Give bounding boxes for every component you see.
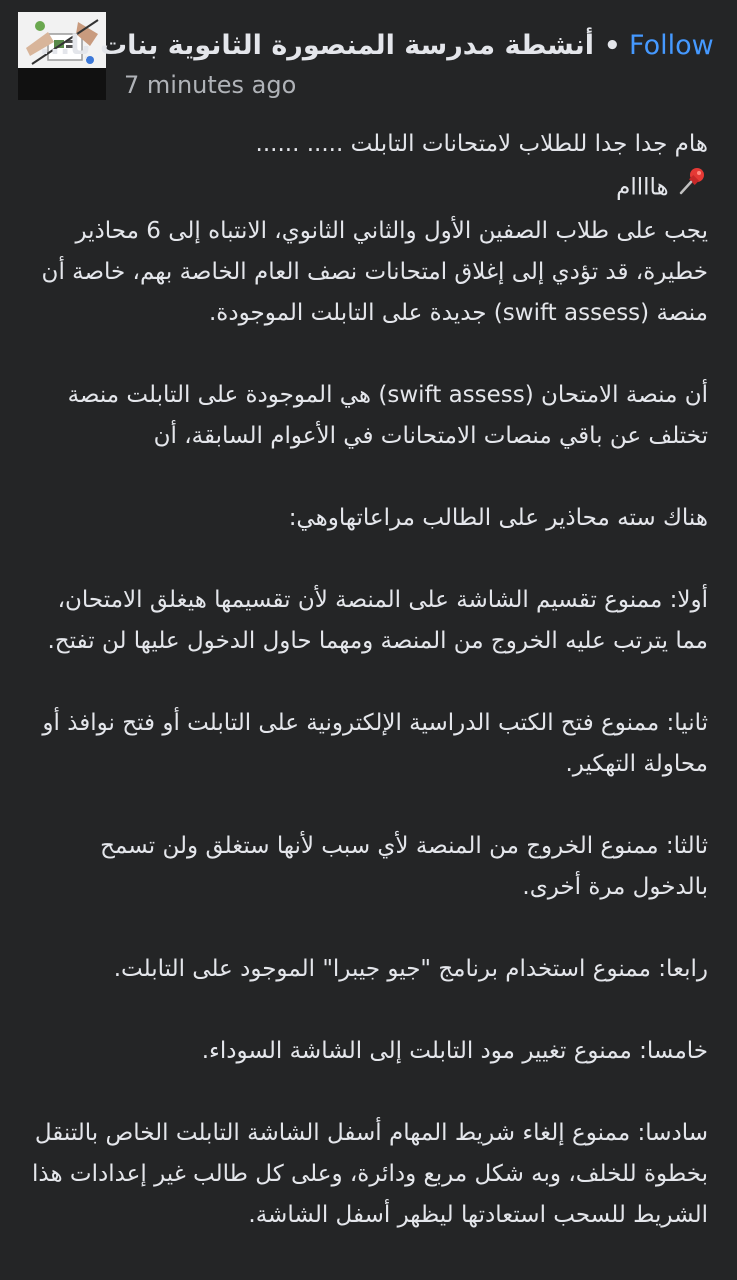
post-paragraph: خامسا: ممنوع تغيير مود التابلت إلى الشاشة السوداء. — [201, 1038, 708, 1064]
post-paragraph: أولا: ممنوع تقسيم الشاشة على المنصة لأن تقسيمها هيغلق الامتحان، مما يترتب عليه الخروج من المنصة ومهما حاول الدخول عليها لن تفتح. — [47, 587, 708, 654]
post-paragraph: ثانيا: ممنوع فتح الكتب الدراسية الإلكترونية على التابلت أو فتح نوافذ أو محاولة التهكير. — [42, 710, 708, 777]
post-paragraph: هناك سته محاذير على الطالب مراعاتهاوهي: — [288, 505, 708, 531]
post-paragraph: يجب على طلاب الصفين الأول والثاني الثانوي، الانتباه إلى 6 محاذير خطيرة، قد تؤدي إلى إغلاق امتحانات نصف العام الخاصة بهم، خاصة أن منصة (swift assess) جديدة على التابلت الموجودة. — [41, 218, 708, 326]
post-header — [0, 0, 737, 118]
post-paragraph: ثالثا: ممنوع الخروج من المنصة لأي سبب لأنها ستغلق ولن تسمح بالدخول مرة أخرى. — [100, 833, 708, 900]
post-paragraph: هام جدا جدا للطلاب لامتحانات التابلت ..... ...... — [255, 131, 708, 157]
post-paragraph: رابعا: ممنوع استخدام برنامج "جيو جيبرا" الموجود على التابلت. — [113, 956, 708, 982]
separator-dot: • — [604, 31, 621, 61]
post-text — [18, 124, 708, 1236]
paragraph-gap — [18, 539, 708, 580]
post-paragraph: أن منصة الامتحان (swift assess) هي الموجودة على التابلت منصة تختلف عن باقي منصات الامتحانات في الأعوام السابقة، أن — [67, 382, 708, 449]
follow-button[interactable]: Follow — [629, 30, 714, 61]
paragraph-gap — [18, 1072, 708, 1113]
paragraph-gap — [18, 334, 708, 375]
post-paragraph: سادسا: ممنوع إلغاء شريط المهام أسفل الشاشة التابلت الخاص بالتنقل بخطوة للخلف، وبه شكل مربع ودائرة، وعلى كل طالب غير إعدادات هذا الشريط للسحب استعادتها ليظهر أسفل الشاشة. — [32, 1120, 708, 1228]
paragraph-gap — [18, 908, 708, 949]
post-text-line: هاااام — [616, 174, 669, 201]
pushpin-icon — [676, 165, 708, 211]
post-paragraph — [18, 165, 708, 211]
page-name-link[interactable]: أنشطة مدرسة المنصورة الثانوية بنات با... — [39, 30, 594, 61]
paragraph-gap — [18, 990, 708, 1031]
paragraph-gap — [18, 662, 708, 703]
paragraph-gap — [18, 785, 708, 826]
post-timestamp[interactable]: 7 minutes ago — [124, 71, 297, 99]
paragraph-gap — [18, 457, 708, 498]
